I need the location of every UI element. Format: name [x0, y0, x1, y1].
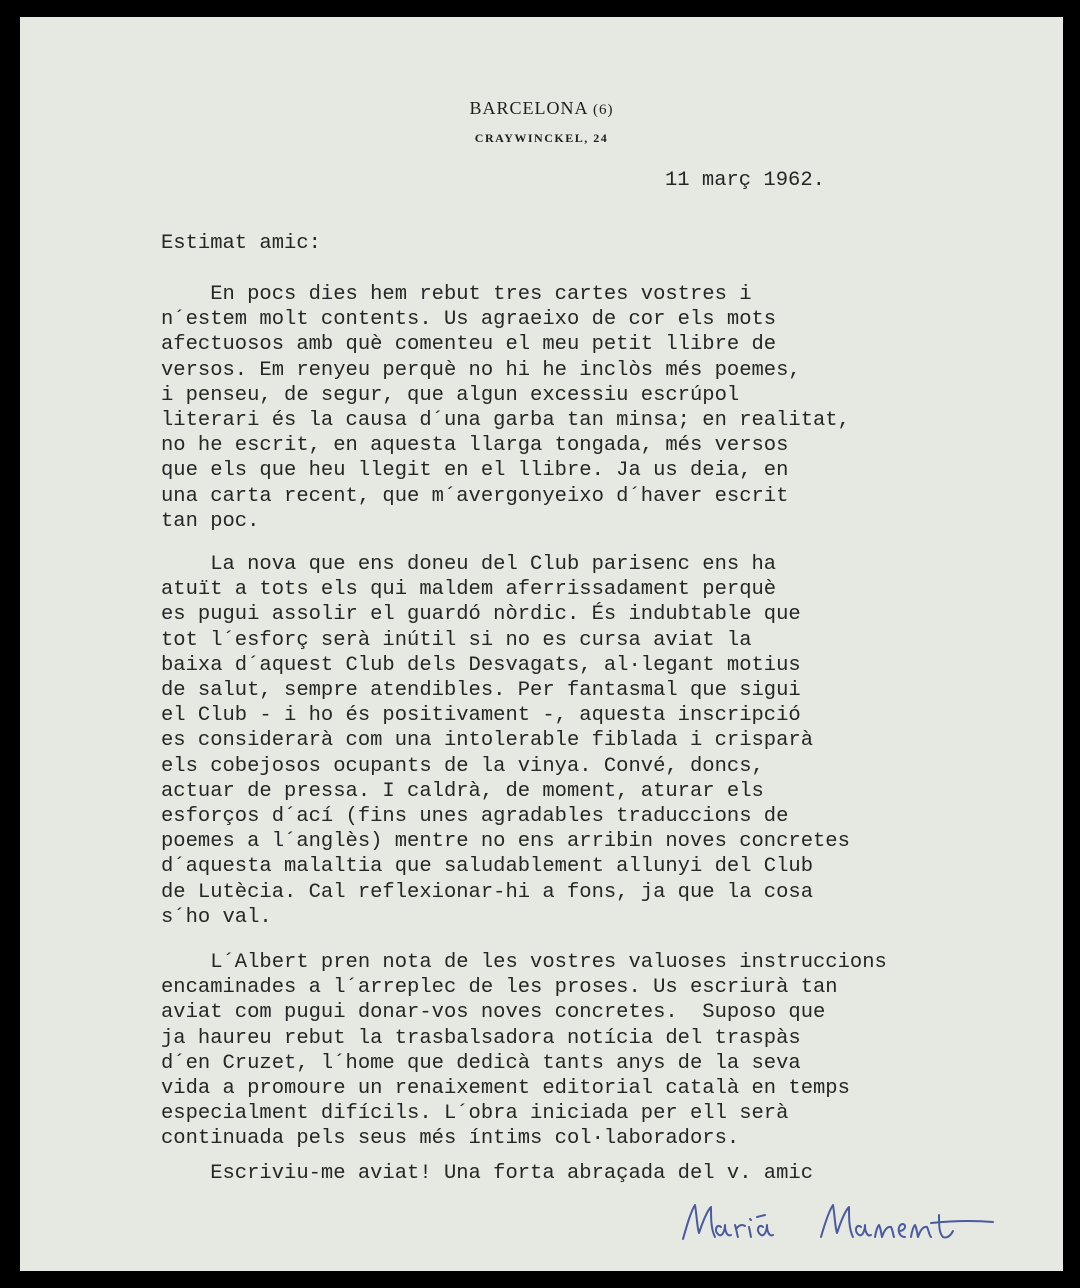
- letter-salutation: Estimat amic:: [161, 232, 321, 255]
- letterhead-city: [20, 98, 1063, 119]
- letterhead-street: CRAYWINCKEL, 24: [474, 131, 609, 145]
- letter-closing: Escriviu-me aviat! Una forta abraçada del v. amic: [161, 1162, 814, 1185]
- letterhead-city-name: BARCELONA: [469, 98, 588, 118]
- letter-paragraph-1: En pocs dies hem rebut tres cartes vostres i n´estem molt contents. Us agraeixo de cor els mots afectuosos amb què comenteu el meu petit llibre de versos. Em renyeu perquè no hi he inclòs més poemes, i penseu, de segur, que algun excessiu escrúpol literari és la causa d´una garba tan minsa; en realitat, no he escrit, en aquesta llarga tongada, més versos que els que heu llegit en el llibre. Ja us deia, en una carta recent, que m´avergonyeixo d´haver escrit tan poc.: [161, 283, 850, 533]
- letter-page: [20, 17, 1063, 1271]
- letter-paragraph-3: L´Albert pren nota de les vostres valuoses instruccions encaminades a l´arreplec de les proses. Us escriurà tan aviat com pugui donar-vos noves concretes. Suposo que ja haureu rebut la trasbalsadora notícia del traspàs d´en Cruzet, l´home que dedicà tants anys de la seva vida a promoure un renaixement editorial català en temps especialment difícils. L´obra iniciada per ell serà continuada pels seus més íntims col·laboradors.: [161, 951, 887, 1151]
- letterhead-district: (6): [593, 102, 614, 118]
- handwritten-signature: [675, 1193, 995, 1253]
- signature-strokes: [683, 1205, 993, 1239]
- letter-date: 11 març 1962.: [665, 169, 825, 192]
- letter-paragraph-2: La nova que ens doneu del Club parisenc ens ha atuït a tots els qui maldem aferrissadament perquè es pugui assolir el guardó nòrdic. És indubtable que tot l´esforç serà inútil si no es cursa aviat la baixa d´aquest Club dels Desvagats, al·legant motius de salut, sempre atendibles. Per fantasmal que sigui el Club - i ho és positivament -, aquesta inscripció es considerarà com una intolerable fiblada i crisparà els cobejosos ocupants de la vinya. Convé, doncs, actuar de pressa. I caldrà, de moment, aturar els esforços d´ací (fins unes agradables traduccions de poemes a l´anglès) mentre no ens arribin noves concretes d´aquesta malaltia que saludablement allunyi del Club de Lutècia. Cal reflexionar-hi a fons, ja que la cosa s´ho val.: [161, 553, 850, 929]
